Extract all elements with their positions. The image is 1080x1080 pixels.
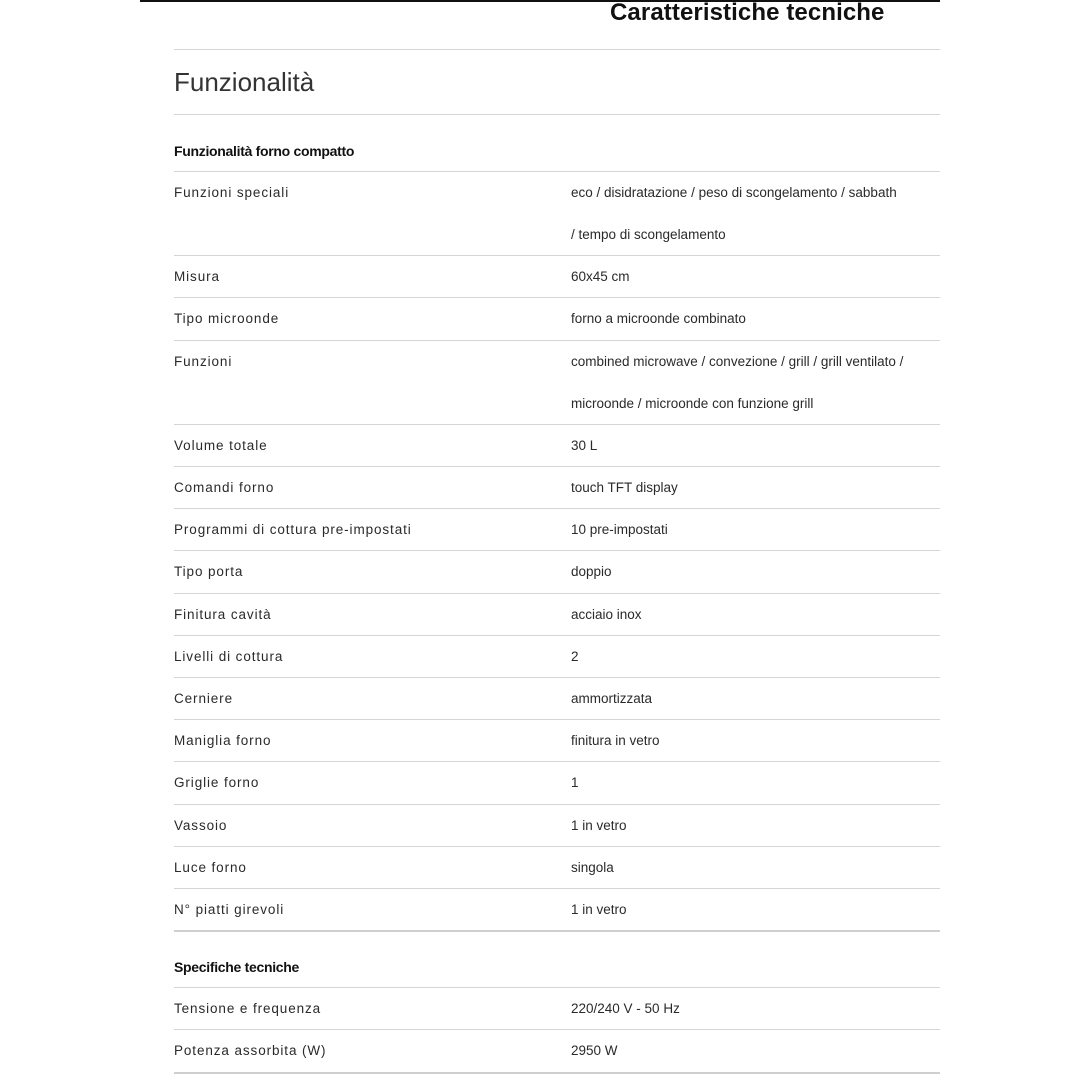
spec-row [174,733,940,761]
spec-value [571,256,940,298]
spec-label: Funzioni [174,353,233,369]
spec-row [174,775,940,803]
spec-value [571,988,940,1030]
spec-value-line: 10 pre-impostati [571,522,668,538]
spec-row [174,860,940,888]
spec-label: Programmi di cottura pre-impostati [174,522,412,538]
spec-label: Griglie forno [174,775,260,791]
spec-value [571,1030,940,1072]
spec-label: Tensione e frequenza [174,1001,322,1017]
spec-value [571,805,940,847]
spec-value [571,847,940,889]
spec-label: Finitura cavità [174,606,272,622]
spec-label: Tipo microonde [174,311,280,327]
spec-label: Potenza assorbita (W) [174,1043,327,1059]
spec-value-line: eco / disidratazione / peso di scongelamento / sabbath [571,185,897,200]
spec-value [571,889,940,931]
spec-row [174,354,940,424]
spec-label: Comandi forno [174,480,275,495]
section-title: Funzionalità [174,67,315,97]
spec-label: Funzioni speciali [174,185,290,200]
spec-label: Maniglia forno [174,733,272,749]
spec-value-line: 2950 W [571,1043,618,1059]
spec-value-line: doppio [571,564,612,580]
divider [174,930,940,932]
spec-value-line: 30 L [571,437,598,453]
spec-value [571,298,940,340]
spec-value-line: ammortizzata [571,691,653,706]
spec-row [174,438,940,466]
spec-label: Luce forno [174,859,247,875]
group-heading: Funzionalità forno compatto [174,143,355,159]
spec-value-line: microonde / microonde con funzione grill [571,395,814,411]
spec-row [174,1043,940,1071]
spec-label: Tipo porta [174,564,244,580]
spec-row [174,269,940,297]
spec-value-line: singola [571,859,614,875]
spec-value [571,636,940,678]
spec-label: Cerniere [174,691,233,706]
spec-label: Misura [174,269,220,285]
divider [174,49,940,50]
spec-value-line: 1 [571,775,579,791]
spec-value [571,678,940,720]
spec-row [174,564,940,592]
divider [174,114,940,115]
page-title: Caratteristiche tecniche [610,0,885,26]
spec-value-line: touch TFT display [571,480,678,495]
group-heading: Specifiche tecniche [174,959,300,976]
spec-value-line: 60x45 cm [571,269,630,285]
spec-value-line: combined microwave / convezione / grill / grill ventilato / [571,353,904,369]
spec-value [571,762,940,804]
spec-label: Livelli di cottura [174,648,284,664]
spec-row [174,522,940,550]
spec-value [571,341,940,425]
spec-row [174,691,940,719]
spec-value [571,425,940,467]
spec-value-line: 220/240 V - 50 Hz [571,1001,680,1017]
spec-value-line: acciaio inox [571,606,642,622]
spec-value-line: / tempo di scongelamento [571,227,726,242]
spec-label: Volume totale [174,437,268,453]
spec-value-line: 2 [571,648,579,664]
spec-value-line: 1 in vetro [571,817,627,833]
spec-row [174,649,940,677]
spec-value [571,594,940,636]
spec-row [174,818,940,846]
spec-value-line: finitura in vetro [571,733,660,749]
spec-label: Vassoio [174,817,228,833]
spec-value [571,551,940,593]
spec-value [571,509,940,551]
spec-label: N° piatti girevoli [174,902,285,917]
spec-value [571,172,940,256]
spec-value-line: forno a microonde combinato [571,311,746,327]
spec-row [174,311,940,339]
spec-value-line: 1 in vetro [571,902,627,917]
spec-row [174,902,940,930]
spec-row [174,480,940,508]
spec-row [174,185,940,255]
spec-value [571,720,940,762]
divider [174,1072,940,1074]
spec-row [174,607,940,635]
spec-row [174,1001,940,1029]
spec-value [571,467,940,509]
